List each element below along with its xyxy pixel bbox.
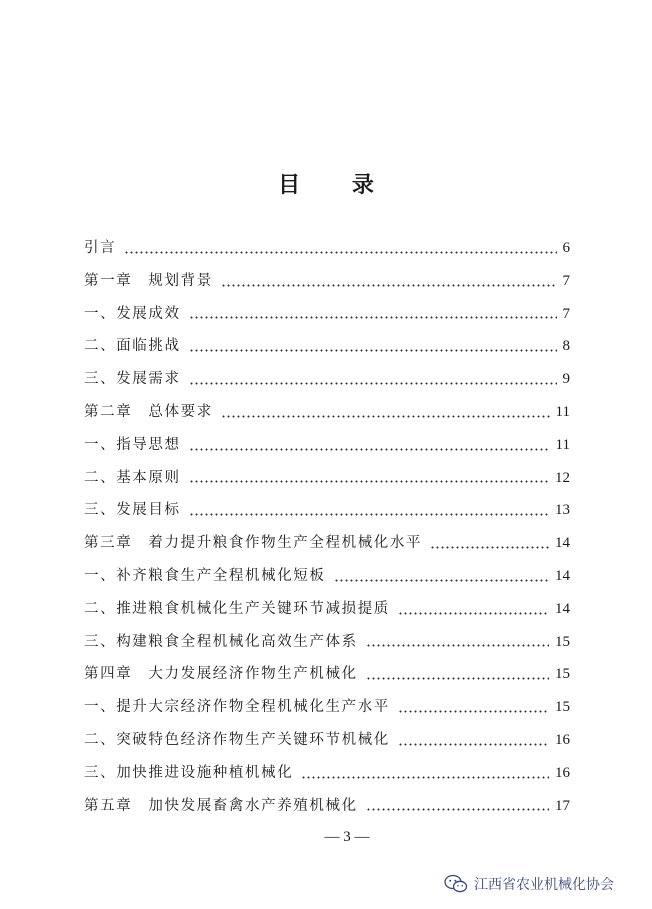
toc-entry-page: 8 bbox=[562, 338, 570, 355]
toc-entry-label: 第五章 加快发展畜禽水产养殖机械化 bbox=[84, 797, 358, 814]
toc-leader-dots bbox=[189, 513, 549, 516]
toc-entry[interactable] bbox=[84, 724, 570, 757]
toc-entry[interactable] bbox=[84, 626, 570, 659]
toc-entry-page: 9 bbox=[562, 371, 570, 388]
toc-entry-page: 17 bbox=[555, 797, 570, 814]
toc-entry-label: 一、提升大宗经济作物全程机械化生产水平 bbox=[84, 699, 390, 716]
toc-entry-page: 15 bbox=[555, 633, 570, 650]
toc-entry-page: 15 bbox=[555, 699, 570, 716]
toc-entry-page: 13 bbox=[555, 502, 570, 519]
toc-leader-dots bbox=[189, 480, 549, 483]
toc-leader-dots bbox=[398, 743, 549, 746]
toc-leader-dots bbox=[430, 546, 549, 549]
toc-entry-label: 第二章 总体要求 bbox=[84, 403, 213, 420]
toc-entry-label: 三、加快推进设施种植机械化 bbox=[84, 764, 294, 781]
toc-entry-page: 14 bbox=[555, 535, 570, 552]
toc-entry-label: 二、面临挑战 bbox=[84, 338, 181, 355]
toc-entry[interactable] bbox=[84, 363, 570, 396]
toc-entry-page: 12 bbox=[555, 469, 570, 486]
toc-entry-page: 6 bbox=[562, 240, 570, 256]
page-title: 目 录 bbox=[278, 172, 396, 198]
toc-leader-dots bbox=[366, 808, 549, 811]
wechat-icon bbox=[444, 874, 468, 894]
toc-entry-label: 一、发展成效 bbox=[84, 305, 181, 322]
toc-leader-dots bbox=[189, 316, 557, 319]
toc-leader-dots bbox=[301, 776, 549, 779]
toc-entry-page: 7 bbox=[562, 305, 570, 322]
toc-leader-dots bbox=[221, 415, 550, 418]
toc-leader-dots bbox=[366, 644, 549, 647]
toc-entry-page: 16 bbox=[555, 731, 570, 748]
page-number: — 3 — bbox=[324, 829, 370, 845]
toc-leader-dots bbox=[398, 710, 549, 713]
toc-entry-label: 一、补齐粮食生产全程机械化短板 bbox=[84, 567, 326, 584]
toc-entry-label: 二、推进粮食机械化生产关键环节减损提质 bbox=[84, 600, 390, 617]
source-watermark bbox=[444, 872, 614, 896]
toc-entry-page: 15 bbox=[555, 666, 570, 683]
toc-entry[interactable] bbox=[84, 560, 570, 593]
toc-entry-page: 14 bbox=[555, 567, 570, 584]
toc-entry[interactable] bbox=[84, 330, 570, 363]
toc-entry-page: 14 bbox=[555, 600, 570, 617]
toc-entry-label: 二、突破特色经济作物生产关键环节机械化 bbox=[84, 731, 390, 748]
toc-entry-label: 三、发展目标 bbox=[84, 502, 181, 519]
toc-leader-dots bbox=[334, 579, 550, 582]
toc-entry-page: 7 bbox=[562, 272, 570, 289]
toc-entry-label: 第四章 大力发展经济作物生产机械化 bbox=[84, 666, 358, 683]
toc-leader-dots bbox=[189, 382, 557, 385]
toc-entry[interactable] bbox=[84, 429, 570, 462]
toc-entry[interactable] bbox=[84, 298, 570, 331]
toc-entry[interactable] bbox=[84, 527, 570, 560]
toc-leader-dots bbox=[189, 349, 557, 352]
toc-entry-label: 第三章 着力提升粮食作物生产全程机械化水平 bbox=[84, 535, 423, 552]
toc-entry-label: 二、基本原则 bbox=[84, 469, 181, 486]
toc-entry[interactable] bbox=[84, 462, 570, 495]
toc-entry[interactable] bbox=[84, 265, 570, 298]
toc-entry-label: 第一章 规划背景 bbox=[84, 272, 213, 289]
toc-entry-label: 三、发展需求 bbox=[84, 371, 181, 388]
toc-leader-dots bbox=[398, 612, 549, 615]
toc-entry-page: 16 bbox=[555, 764, 570, 781]
toc-entry[interactable] bbox=[84, 232, 570, 265]
toc-entry[interactable] bbox=[84, 658, 570, 691]
toc-entry-page: 11 bbox=[555, 436, 570, 453]
toc-entry[interactable] bbox=[84, 757, 570, 790]
watermark-text: 江西省农业机械化协会 bbox=[474, 877, 614, 893]
toc-entry-label: 三、构建粮食全程机械化高效生产体系 bbox=[84, 633, 358, 650]
toc-entry-page: 11 bbox=[555, 403, 570, 420]
table-of-contents bbox=[84, 232, 570, 822]
toc-entry[interactable] bbox=[84, 494, 570, 527]
toc-leader-dots bbox=[221, 284, 557, 287]
toc-entry[interactable] bbox=[84, 691, 570, 724]
toc-leader-dots bbox=[366, 677, 549, 680]
toc-leader-dots bbox=[189, 448, 550, 451]
toc-entry[interactable] bbox=[84, 593, 570, 626]
toc-entry[interactable] bbox=[84, 396, 570, 429]
toc-entry[interactable] bbox=[84, 790, 570, 823]
toc-entry-label: 引言 bbox=[84, 240, 117, 256]
toc-entry-label: 一、指导思想 bbox=[84, 436, 181, 453]
toc-leader-dots bbox=[124, 251, 556, 254]
